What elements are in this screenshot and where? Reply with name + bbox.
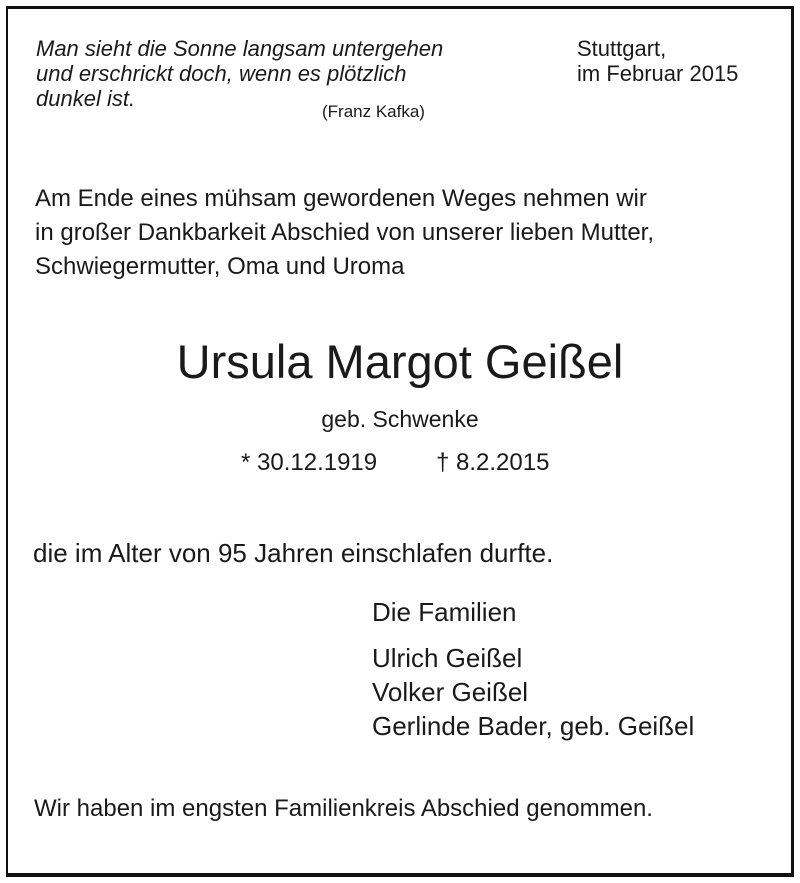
family-heading: Die Familien bbox=[372, 597, 517, 627]
closing-statement: Wir haben im engsten Familienkreis Abschied genommen. bbox=[34, 795, 653, 822]
quote-line-3: dunkel ist. bbox=[36, 86, 136, 111]
birth-date: * 30.12.1919 bbox=[241, 449, 378, 476]
intro-line-2: in großer Dankbarkeit Abschied von unserer lieben Mutter, bbox=[35, 219, 654, 246]
maiden-name: geb. Schwenke bbox=[321, 406, 479, 432]
family-member: Ulrich Geißel bbox=[372, 643, 523, 673]
family-member: Gerlinde Bader, geb. Geißel bbox=[372, 711, 695, 741]
family-member: Volker Geißel bbox=[372, 677, 529, 707]
death-date: † 8.2.2015 bbox=[436, 449, 550, 476]
place-label: Stuttgart, bbox=[577, 36, 667, 61]
date-label: im Februar 2015 bbox=[577, 61, 739, 86]
quote-line-2: und erschrickt doch, wenn es plötzlich bbox=[36, 61, 407, 86]
deceased-name: Ursula Margot Geißel bbox=[176, 335, 624, 388]
intro-line-1: Am Ende eines mühsam gewordenen Weges nehmen wir bbox=[35, 185, 647, 212]
age-statement: die im Alter von 95 Jahren einschlafen durfte. bbox=[33, 538, 554, 568]
quote-line-1: Man sieht die Sonne langsam untergehen bbox=[36, 36, 444, 61]
obituary-border bbox=[6, 6, 794, 877]
quote-author: (Franz Kafka) bbox=[322, 102, 425, 121]
intro-line-3: Schwiegermutter, Oma und Uroma bbox=[35, 253, 405, 280]
